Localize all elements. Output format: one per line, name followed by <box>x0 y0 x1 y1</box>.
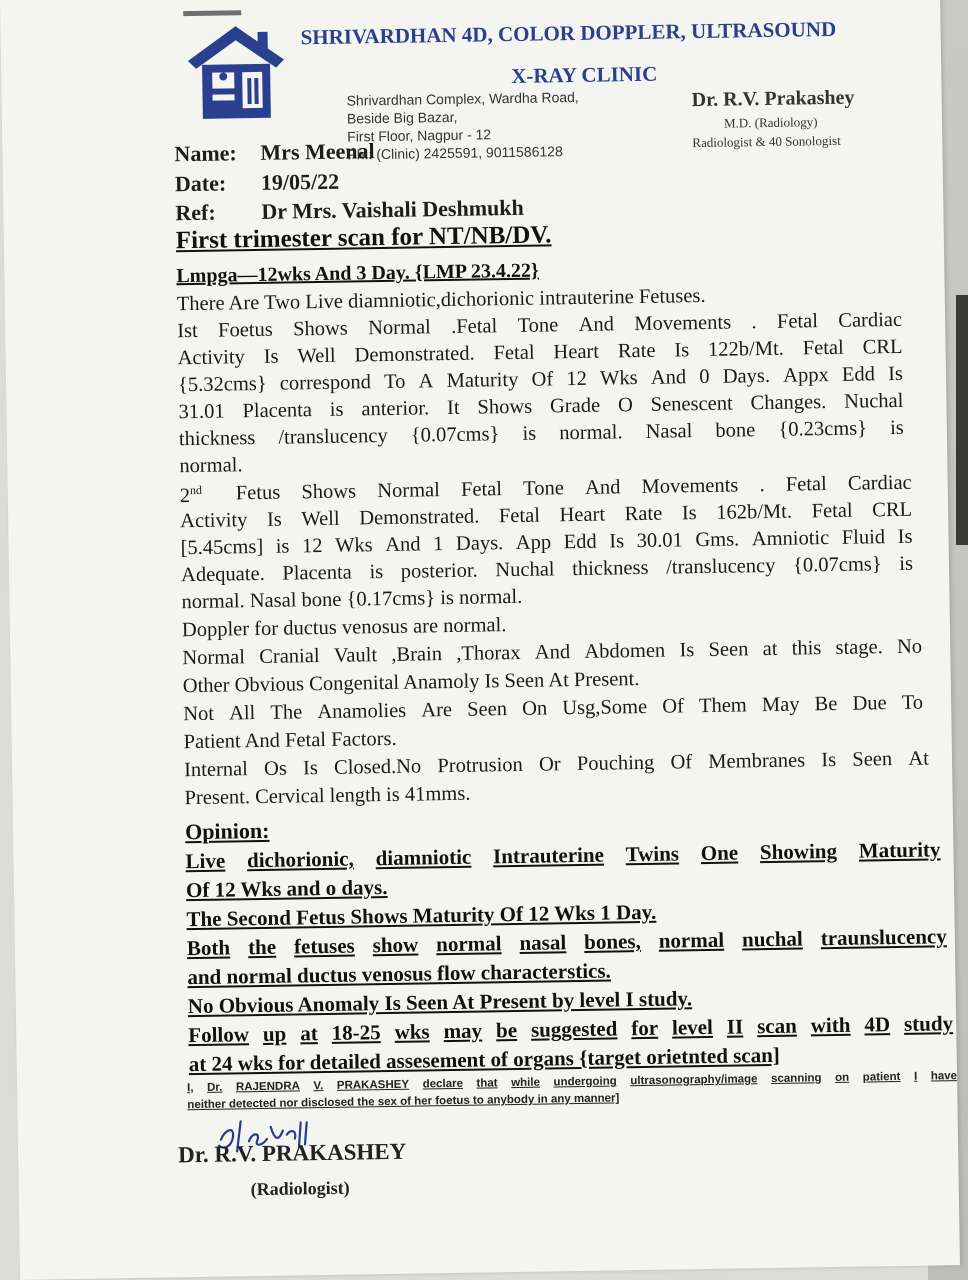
logo-bar <box>183 10 241 16</box>
address-phone: Ph.: (Clinic) 2425591, 9011586128 <box>347 143 563 163</box>
ref-label: Ref: <box>175 199 216 226</box>
findings-line: Ist Foetus Shows Normal .Fetal Tone And Movements . Fetal Cardiac <box>177 308 903 343</box>
address-line-3: First Floor, Nagpur - 12 <box>347 126 492 145</box>
findings-line: Adequate. Placenta is posterior. Nuchal thickness /translucency {0.07cms} is <box>180 552 914 587</box>
opinion-line: at 24 wks for detailed assesement of organs {target orietnted scan] <box>188 1042 780 1077</box>
referring-doctor: Dr Mrs. Vaishali Deshmukh <box>261 194 524 224</box>
opinion-title: Opinion: <box>184 817 270 845</box>
signatory-name: Dr. R.V. PRAKASHEY <box>177 1138 407 1168</box>
findings-line: Activity Is Well Demonstrated. Fetal Heart Rate Is 122b/Mt. Fetal CRL <box>177 335 903 370</box>
findings-line: Other Obvious Congenital Anamoly Is Seen At Present. <box>182 668 640 698</box>
findings-line: Activity Is Well Demonstrated. Fetal Heart Rate Is 162b/Mt. Fetal CRL <box>180 498 913 533</box>
findings-line: Not All The Anamolies Are Seen On Usg,Some Of Them May Be Due To <box>183 691 924 726</box>
opinion-line: The Second Fetus Shows Maturity Of 12 Wks 1 Day. <box>186 899 657 932</box>
findings-line: normal. <box>179 454 243 478</box>
findings-line: Fetus Shows Normal Fetal Tone And Movements . Fetal Cardiac <box>235 471 912 505</box>
ordinal-suffix: nd <box>189 482 203 498</box>
clinic-name-line1: SHRIVARDHAN 4D, COLOR DOPPLER, ULTRASOUND <box>300 16 837 50</box>
findings-line: There Are Two Live diamniotic,dichorionic intrauterine Fetuses. <box>176 284 706 316</box>
patient-name: Mrs Meenal <box>260 138 375 165</box>
findings-line: {5.32cms} correspond To A Maturity Of 12 Wks And 0 Days. Appx Edd Is <box>177 362 904 397</box>
clinic-name-line2: X-RAY CLINIC <box>511 61 658 88</box>
opinion-line: Follow up at 18-25 wks may be suggested for level II scan with 4D study <box>188 1011 954 1048</box>
opinion-line: Live dichorionic, diamniotic Intrauterine Twins One Showing Maturity <box>185 837 941 874</box>
opinion-line: and normal ductus venosus flow characterstics. <box>187 958 612 990</box>
findings-line: Internal Os Is Closed.No Protrusion Or Pouching Of Membranes Is Seen At <box>183 747 930 782</box>
findings-line: Doppler for ductus venosus are normal. <box>181 614 507 642</box>
findings-line: thickness /translucency {0.07cms} is normal. Nasal bone {0.23cms} is <box>178 416 905 451</box>
doctor-role: Radiologist & 40 Sonologist <box>692 132 841 151</box>
name-label: Name: <box>174 140 237 167</box>
lmp-line: Lmpga—12wks And 3 Day. {LMP 23.4.22} <box>176 259 539 288</box>
declaration-line: neither detected nor disclosed the sex of her foetus to anybody in any manner] <box>187 1092 620 1112</box>
address-line-2: Beside Big Bazar, <box>346 108 458 127</box>
second-fetus-ordinal <box>180 483 203 508</box>
doctor-name: Dr. R.V. Prakashey <box>691 86 855 112</box>
doctor-degree: M.D. (Radiology) <box>723 114 818 131</box>
house-logo-icon <box>185 24 286 122</box>
findings-line: normal. Nasal bone {0.17cms} is normal. <box>181 585 523 614</box>
report-date: 19/05/22 <box>260 168 340 195</box>
background-shadow <box>956 295 968 545</box>
findings-line: Patient And Fetal Factors. <box>183 727 397 754</box>
findings-line: Present. Cervical length is 41mms. <box>184 782 471 810</box>
report-title: First trimester scan for NT/NB/DV. <box>175 221 552 255</box>
address-line-1: Shrivardhan Complex, Wardha Road, <box>346 88 579 109</box>
findings-line: Normal Cranial Vault ,Brain ,Thorax And Abdomen Is Seen at this stage. No <box>182 635 923 670</box>
opinion-line: No Obvious Anomaly Is Seen At Present by level I study. <box>187 986 693 1019</box>
opinion-line: Both the fetuses show normal nasal bones, normal nuchal traunslucency <box>186 924 947 961</box>
findings-line: [5.45cms] is 12 Wks And 1 Days. App Edd Is 30.01 Gms. Amniotic Fluid Is <box>180 525 913 560</box>
signatory-role: (Radiologist) <box>250 1177 350 1200</box>
opinion-line: Of 12 Wks and o days. <box>185 875 388 903</box>
ordinal-number: 2 <box>179 484 191 508</box>
declaration-line: I, Dr. RAJENDRA V. PRAKASHEY declare that while undergoing ultrasonography/image scanning on patient I have <box>187 1070 958 1095</box>
findings-line: 31.01 Placenta is anterior. It Shows Grade O Senescent Changes. Nuchal <box>178 389 904 424</box>
date-label: Date: <box>174 170 227 197</box>
